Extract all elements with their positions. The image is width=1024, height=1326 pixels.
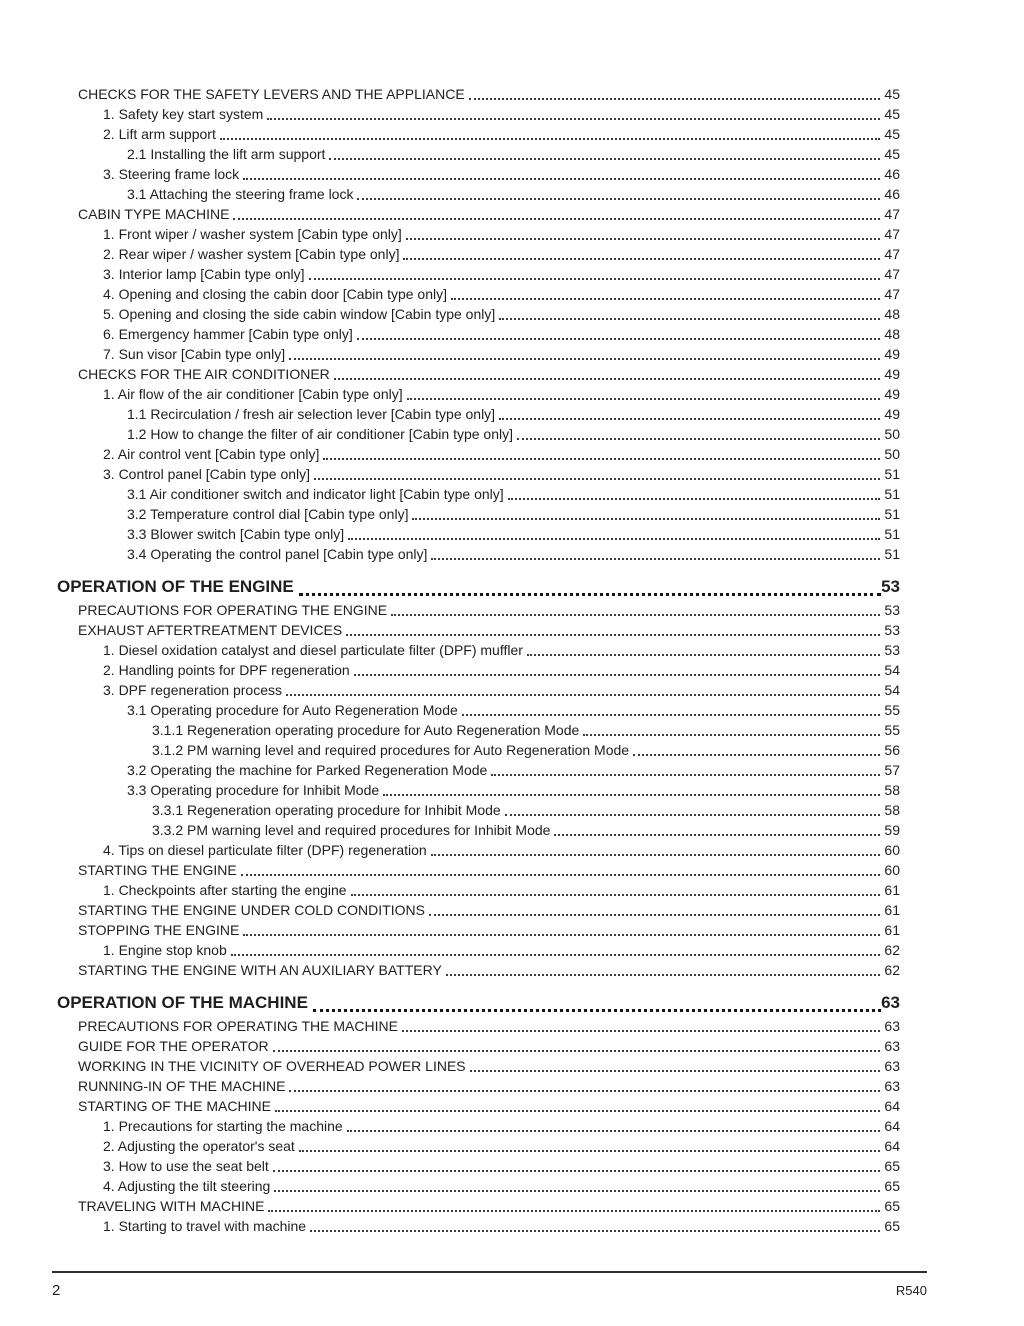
footer-row (52, 1273, 927, 1299)
toc-entry-title: 3. Interior lamp [Cabin type only] (103, 266, 305, 282)
toc-entry-page: 56 (884, 742, 900, 758)
toc-entry-page: 45 (884, 86, 900, 102)
toc-entry-row (57, 484, 900, 504)
toc-entry-title: 7. Sun visor [Cabin type only] (103, 346, 286, 362)
toc-entry-page: 47 (884, 206, 900, 222)
toc-entry-page: 63 (884, 1058, 900, 1074)
dot-leader (273, 1170, 881, 1172)
dot-leader (323, 458, 880, 460)
toc-entry-title: 2. Adjusting the operator's seat (103, 1138, 295, 1154)
toc-entry-row (57, 104, 900, 124)
toc-entry-title: STOPPING THE ENGINE (78, 922, 240, 938)
toc-entry-row (57, 444, 900, 464)
toc-entry-title: RUNNING-IN OF THE MACHINE (78, 1078, 286, 1094)
toc-entry-page: 47 (884, 266, 900, 282)
toc-entry-page: 51 (884, 546, 900, 562)
dot-leader (299, 1150, 881, 1152)
toc-entry-row (57, 324, 900, 344)
toc-entry-title: 2. Air control vent [Cabin type only] (103, 446, 320, 462)
toc-entry-row (57, 700, 900, 720)
toc-entry-row (57, 640, 900, 660)
toc-entry-title: 2. Handling points for DPF regeneration (103, 662, 350, 678)
toc-entry-row (57, 840, 900, 860)
toc-entry-page: 48 (884, 306, 900, 322)
toc-entry-row (57, 84, 900, 104)
page-footer (52, 1271, 927, 1299)
toc-entry-row (57, 384, 900, 404)
toc-entry-row (57, 304, 900, 324)
toc-entry-row (57, 600, 900, 620)
toc-entry-title: 4. Adjusting the tilt steering (103, 1178, 271, 1194)
dot-leader (451, 298, 880, 300)
toc-entry-row (57, 284, 900, 304)
toc-entry-title: WORKING IN THE VICINITY OF OVERHEAD POWER LINES (78, 1058, 466, 1074)
toc-entry-page: 53 (884, 622, 900, 638)
toc-entry-title: 5. Opening and closing the side cabin window [Cabin type only] (103, 306, 496, 322)
toc-entry-page: 53 (884, 602, 900, 618)
toc-entry-page: 58 (884, 802, 900, 818)
toc-entry-title: 1. Safety key start system (103, 106, 264, 122)
toc-entry-row (57, 164, 900, 184)
dot-leader (357, 198, 880, 200)
toc-entry-page: 50 (884, 426, 900, 442)
toc-entry-row (57, 1196, 900, 1216)
toc-entry-row (57, 800, 900, 820)
toc-entry-title: 1. Starting to travel with machine (103, 1218, 307, 1234)
toc-entry-row (57, 144, 900, 164)
toc-entry-title: STARTING THE ENGINE WITH AN AUXILIARY BATTERY (78, 962, 442, 978)
toc-entry-title: 3. How to use the seat belt (103, 1158, 269, 1174)
toc-entry-page: 62 (884, 942, 900, 958)
dot-leader (383, 794, 880, 796)
toc-entry-row (57, 1216, 900, 1236)
toc-entry-title: 4. Opening and closing the cabin door [Cabin type only] (103, 286, 448, 302)
dot-leader (243, 934, 880, 936)
toc-entry-row (57, 720, 900, 740)
toc-entry-title: 3.3.2 PM warning level and required procedures for Inhibit Mode (152, 822, 551, 838)
toc-entry-title: PRECAUTIONS FOR OPERATING THE ENGINE (78, 602, 388, 618)
toc-entry-row (57, 264, 900, 284)
dot-leader (517, 438, 880, 440)
dot-leader (351, 894, 881, 896)
toc-entry-title: OPERATION OF THE MACHINE (57, 993, 308, 1012)
toc-section-row (57, 989, 900, 1016)
toc-entry-page: 47 (884, 226, 900, 242)
toc-entry-title: GUIDE FOR THE OPERATOR (78, 1038, 269, 1054)
toc-entry-page: 53 (884, 642, 900, 658)
toc-entry-page: 46 (884, 166, 900, 182)
toc-entry-title: 2. Rear wiper / washer system [Cabin type only] (103, 246, 400, 262)
dot-leader (469, 98, 881, 100)
toc-entry-page: 49 (884, 346, 900, 362)
toc-entry-title: EXHAUST AFTERTREATMENT DEVICES (78, 622, 343, 638)
toc-entry-title: STARTING THE ENGINE (78, 862, 237, 878)
toc-entry-row (57, 204, 900, 224)
toc-entry-title: 1.1 Recirculation / fresh air selection lever [Cabin type only] (127, 406, 496, 422)
toc-entry-page: 62 (884, 962, 900, 978)
toc-entry-row (57, 184, 900, 204)
toc-entry-title: 3.2 Temperature control dial [Cabin type only] (127, 506, 409, 522)
toc-entry-row (57, 940, 900, 960)
toc-entry-title: 3. DPF regeneration process (103, 682, 282, 698)
toc-entry-title: OPERATION OF THE ENGINE (57, 577, 294, 596)
toc-entry-row (57, 1116, 900, 1136)
dot-leader (274, 1190, 880, 1192)
toc-entry-row (57, 820, 900, 840)
toc-entry-title: 3. Steering frame lock (103, 166, 240, 182)
toc-entry-title: 3.1.2 PM warning level and required procedures for Auto Regeneration Mode (152, 742, 630, 758)
toc-entry-title: 3.1 Air conditioner switch and indicator light [Cabin type only] (127, 486, 504, 502)
dot-leader (491, 774, 880, 776)
toc-entry-page: 54 (884, 662, 900, 678)
dot-leader (289, 1090, 880, 1092)
toc-entry-page: 63 (881, 993, 900, 1012)
toc-entry-row (57, 544, 900, 564)
toc-entry-page: 47 (884, 246, 900, 262)
toc-entry-page: 55 (884, 722, 900, 738)
toc-entry-title: CABIN TYPE MACHINE (78, 206, 230, 222)
dot-leader (406, 238, 881, 240)
dot-leader (310, 1230, 880, 1232)
table-of-contents (57, 84, 900, 1236)
toc-entry-row (57, 504, 900, 524)
toc-entry-page: 59 (884, 822, 900, 838)
toc-entry-title: 3. Control panel [Cabin type only] (103, 466, 311, 482)
toc-section-row (57, 573, 900, 600)
toc-entry-title: 1.2 How to change the filter of air conditioner [Cabin type only] (127, 426, 513, 442)
toc-entry-page: 46 (884, 186, 900, 202)
toc-entry-row (57, 1136, 900, 1156)
toc-entry-page: 60 (884, 862, 900, 878)
toc-entry-page: 64 (884, 1118, 900, 1134)
toc-entry-page: 65 (884, 1158, 900, 1174)
toc-entry-page: 61 (884, 922, 900, 938)
toc-entry-page: 64 (884, 1138, 900, 1154)
toc-entry-title: 1. Precautions for starting the machine (103, 1118, 343, 1134)
dot-leader (275, 1110, 881, 1112)
toc-entry-row (57, 760, 900, 780)
dot-leader (431, 558, 880, 560)
dot-leader (268, 1210, 880, 1212)
toc-entry-row (57, 224, 900, 244)
dot-leader (347, 1130, 881, 1132)
toc-entry-title: 6. Emergency hammer [Cabin type only] (103, 326, 353, 342)
toc-entry-row (57, 680, 900, 700)
dot-leader (431, 854, 881, 856)
dot-leader (329, 158, 880, 160)
toc-entry-title: 3.1 Attaching the steering frame lock (127, 186, 354, 202)
dot-leader (357, 338, 881, 340)
toc-entry-row (57, 900, 900, 920)
dot-leader (470, 1070, 881, 1072)
toc-entry-row (57, 1096, 900, 1116)
toc-entry-page: 61 (884, 882, 900, 898)
dot-leader (583, 734, 880, 736)
toc-entry-title: 3.3 Operating procedure for Inhibit Mode (127, 782, 380, 798)
toc-entry-title: 3.2 Operating the machine for Parked Regeneration Mode (127, 762, 488, 778)
toc-entry-page: 48 (884, 326, 900, 342)
toc-entry-title: 1. Engine stop knob (103, 942, 227, 958)
toc-entry-page: 51 (884, 526, 900, 542)
toc-entry-page: 58 (884, 782, 900, 798)
toc-entry-row (57, 660, 900, 680)
toc-entry-page: 63 (884, 1018, 900, 1034)
footer-doc-code: R540 (895, 1283, 927, 1298)
toc-entry-row (57, 860, 900, 880)
toc-entry-row (57, 464, 900, 484)
toc-entry-row (57, 960, 900, 980)
toc-entry-title: 1. Checkpoints after starting the engine (103, 882, 347, 898)
dot-leader (231, 954, 881, 956)
toc-entry-row (57, 424, 900, 444)
toc-entry-page: 65 (884, 1218, 900, 1234)
dot-leader (241, 874, 881, 876)
toc-entry-page: 45 (884, 106, 900, 122)
toc-entry-page: 63 (884, 1078, 900, 1094)
dot-leader (508, 498, 881, 500)
dot-leader (354, 674, 881, 676)
dot-leader (402, 1030, 880, 1032)
toc-entry-page: 55 (884, 702, 900, 718)
dot-leader (233, 218, 880, 220)
dot-leader (309, 278, 881, 280)
toc-entry-row (57, 780, 900, 800)
toc-entry-row (57, 1076, 900, 1096)
dot-leader (313, 1009, 881, 1012)
toc-entry-page: 49 (884, 386, 900, 402)
toc-entry-row (57, 1016, 900, 1036)
toc-entry-row (57, 1156, 900, 1176)
toc-entry-row (57, 364, 900, 384)
dot-leader (403, 258, 880, 260)
toc-entry-title: 3.3.1 Regeneration operating procedure for Inhibit Mode (152, 802, 501, 818)
toc-entry-page: 61 (884, 902, 900, 918)
dot-leader (407, 398, 881, 400)
toc-entry-page: 50 (884, 446, 900, 462)
toc-entry-page: 51 (884, 506, 900, 522)
toc-entry-row (57, 1176, 900, 1196)
toc-entry-row (57, 920, 900, 940)
toc-entry-page: 63 (884, 1038, 900, 1054)
toc-entry-title: 2.1 Installing the lift arm support (127, 146, 326, 162)
dot-leader (505, 814, 881, 816)
toc-entry-page: 57 (884, 762, 900, 778)
toc-entry-page: 51 (884, 466, 900, 482)
toc-entry-title: 2. Lift arm support (103, 126, 216, 142)
toc-entry-page: 47 (884, 286, 900, 302)
dot-leader (243, 178, 880, 180)
toc-entry-page: 60 (884, 842, 900, 858)
toc-entry-row (57, 344, 900, 364)
toc-entry-page: 65 (884, 1198, 900, 1214)
toc-entry-title: 1. Air flow of the air conditioner [Cabin type only] (103, 386, 403, 402)
dot-leader (499, 418, 880, 420)
toc-entry-title: CHECKS FOR THE SAFETY LEVERS AND THE APPLIANCE (78, 86, 465, 102)
dot-leader (267, 118, 880, 120)
dot-leader (527, 654, 880, 656)
toc-entry-row (57, 244, 900, 264)
toc-entry-row (57, 740, 900, 760)
toc-entry-title: STARTING OF THE MACHINE (78, 1098, 271, 1114)
toc-entry-row (57, 880, 900, 900)
dot-leader (412, 518, 880, 520)
toc-entry-title: STARTING THE ENGINE UNDER COLD CONDITIONS (78, 902, 425, 918)
dot-leader (220, 138, 881, 140)
toc-entry-title: 3.1.1 Regeneration operating procedure for Auto Regeneration Mode (152, 722, 580, 738)
dot-leader (391, 614, 880, 616)
toc-entry-page: 64 (884, 1098, 900, 1114)
toc-entry-title: 3.3 Blower switch [Cabin type only] (127, 526, 345, 542)
toc-entry-title: CHECKS FOR THE AIR CONDITIONER (78, 366, 330, 382)
toc-entry-row (57, 620, 900, 640)
footer-page-number: 2 (52, 1282, 61, 1299)
toc-entry-row (57, 124, 900, 144)
dot-leader (334, 378, 881, 380)
toc-entry-row (57, 524, 900, 544)
dot-leader (348, 538, 880, 540)
toc-entry-title: 1. Front wiper / washer system [Cabin type only] (103, 226, 402, 242)
toc-entry-page: 53 (881, 577, 900, 596)
toc-entry-row (57, 404, 900, 424)
toc-entry-page: 45 (884, 146, 900, 162)
toc-entry-title: 4. Tips on diesel particulate filter (DPF) regeneration (103, 842, 427, 858)
dot-leader (299, 593, 881, 596)
toc-entry-page: 51 (884, 486, 900, 502)
toc-entry-row (57, 1056, 900, 1076)
dot-leader (499, 318, 880, 320)
toc-entry-title: TRAVELING WITH MACHINE (78, 1198, 265, 1214)
toc-entry-title: 1. Diesel oxidation catalyst and diesel particulate filter (DPF) muffler (103, 642, 523, 658)
toc-entry-page: 49 (884, 366, 900, 382)
dot-leader (633, 754, 880, 756)
dot-leader (314, 478, 880, 480)
toc-entry-page: 45 (884, 126, 900, 142)
dot-leader (346, 634, 880, 636)
toc-entry-page: 54 (884, 682, 900, 698)
toc-entry-title: 3.1 Operating procedure for Auto Regeneration Mode (127, 702, 458, 718)
dot-leader (429, 914, 880, 916)
toc-entry-row (57, 1036, 900, 1056)
dot-leader (446, 974, 881, 976)
toc-entry-page: 65 (884, 1178, 900, 1194)
dot-leader (289, 358, 880, 360)
toc-entry-page: 49 (884, 406, 900, 422)
dot-leader (462, 714, 881, 716)
dot-leader (286, 694, 880, 696)
dot-leader (554, 834, 880, 836)
toc-entry-title: 3.4 Operating the control panel [Cabin type only] (127, 546, 428, 562)
toc-entry-title: PRECAUTIONS FOR OPERATING THE MACHINE (78, 1018, 398, 1034)
dot-leader (273, 1050, 881, 1052)
